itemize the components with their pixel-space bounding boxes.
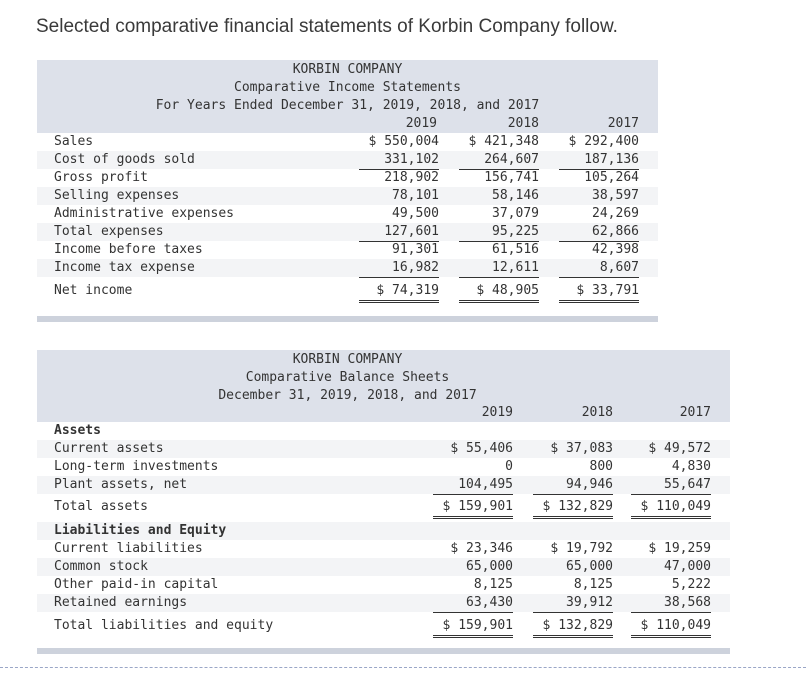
cell-value: 8,125 bbox=[473, 577, 513, 592]
cell-value: 156,741 bbox=[484, 170, 539, 185]
table-row bbox=[37, 282, 658, 300]
row-label: Retained earnings bbox=[54, 595, 188, 610]
cell-value: 104,495 bbox=[433, 476, 513, 495]
table-row bbox=[37, 205, 658, 223]
row-label: Current liabilities bbox=[54, 541, 203, 556]
cell-value: 12,611 bbox=[459, 259, 539, 278]
balance-title bbox=[37, 369, 730, 387]
cell-value: 331,102 bbox=[359, 151, 439, 170]
table-row bbox=[37, 259, 658, 277]
cell-value: 63,430 bbox=[433, 594, 513, 613]
cell-value: 49,500 bbox=[359, 205, 439, 224]
cell-value: 38,597 bbox=[592, 188, 639, 203]
cell-value: $ 33,791 bbox=[559, 282, 639, 303]
row-label: Income before taxes bbox=[54, 242, 203, 257]
cell-value: 16,982 bbox=[359, 259, 439, 278]
cell-value: $ 550,004 bbox=[368, 134, 439, 149]
cell-value: 187,136 bbox=[559, 151, 639, 170]
cell-value: 38,568 bbox=[631, 594, 711, 613]
row-label: Cost of goods sold bbox=[54, 152, 195, 167]
table-row bbox=[37, 458, 730, 476]
row-label: Net income bbox=[54, 283, 133, 298]
row-label: Administrative expenses bbox=[54, 206, 235, 221]
table-row bbox=[37, 617, 730, 635]
cell-value: $ 49,572 bbox=[648, 441, 711, 456]
cell-value: 218,902 bbox=[384, 170, 439, 185]
row-label: Other paid-in capital bbox=[54, 577, 219, 592]
row-label: Gross profit bbox=[54, 170, 148, 185]
cell-value: $ 159,901 bbox=[433, 498, 513, 519]
balance-years-row bbox=[37, 404, 730, 422]
income-years-row bbox=[37, 115, 658, 133]
cell-value: 58,146 bbox=[492, 188, 539, 203]
cell-value: 8,607 bbox=[559, 259, 639, 278]
cell-value: $ 110,049 bbox=[631, 498, 711, 519]
cell-value: 264,607 bbox=[459, 151, 539, 170]
cell-value: 127,601 bbox=[359, 223, 439, 242]
row-label: Total liabilities and equity bbox=[54, 618, 274, 633]
cell-value: 105,264 bbox=[584, 170, 639, 185]
income-bottom-bar bbox=[37, 316, 658, 322]
liab-heading: Liabilities and Equity bbox=[54, 523, 227, 538]
cell-value: 55,647 bbox=[631, 476, 711, 495]
cell-value: $ 132,829 bbox=[533, 617, 613, 638]
cell-value: $ 37,083 bbox=[550, 441, 613, 456]
cell-value: 8,125 bbox=[573, 577, 613, 592]
table-row bbox=[37, 151, 658, 169]
cell-value: 78,101 bbox=[392, 188, 439, 203]
income-statement bbox=[37, 60, 658, 322]
cell-value: 24,269 bbox=[559, 205, 639, 224]
table-row bbox=[37, 476, 730, 494]
cell-value: $ 48,905 bbox=[459, 282, 539, 303]
cell-value: 62,866 bbox=[559, 223, 639, 242]
row-label: Current assets bbox=[54, 441, 164, 456]
balance-company-text: KORBIN COMPANY bbox=[292, 352, 403, 367]
cell-value: $ 421,348 bbox=[468, 134, 539, 149]
row-label: Common stock bbox=[54, 559, 148, 574]
income-company: KORBIN COMPANY bbox=[292, 62, 403, 77]
cell-value: $ 23,346 bbox=[450, 541, 513, 556]
balance-bottom-bar bbox=[37, 648, 730, 654]
cell-value: 39,912 bbox=[533, 594, 613, 613]
year-header: 2019 bbox=[405, 116, 437, 131]
cell-value: $ 19,259 bbox=[648, 541, 711, 556]
row-label: Plant assets, net bbox=[54, 477, 188, 492]
cell-value: 42,398 bbox=[592, 242, 639, 257]
cell-value: $ 110,049 bbox=[631, 617, 711, 638]
balance-company bbox=[37, 351, 730, 369]
row-label: Selling expenses bbox=[54, 188, 180, 203]
assets-heading-row bbox=[37, 422, 730, 440]
table-row bbox=[37, 440, 730, 458]
cell-value: 91,301 bbox=[392, 242, 439, 257]
cell-value: 800 bbox=[589, 459, 613, 474]
row-label: Long-term investments bbox=[54, 459, 219, 474]
cell-value: 95,225 bbox=[459, 223, 539, 242]
cell-value: 65,000 bbox=[566, 559, 613, 574]
balance-period-text: December 31, 2019, 2018, and 2017 bbox=[218, 388, 477, 403]
cell-value: $ 55,406 bbox=[450, 441, 513, 456]
cell-value: 61,516 bbox=[492, 242, 539, 257]
cell-value: $ 132,829 bbox=[533, 498, 613, 519]
intro-text: Selected comparative financial statements of Korbin Company follow. bbox=[36, 16, 618, 37]
cell-value: 4,830 bbox=[671, 459, 711, 474]
table-row bbox=[37, 540, 730, 558]
year-header: 2019 bbox=[481, 405, 513, 420]
table-row bbox=[37, 223, 658, 241]
cell-value: 5,222 bbox=[671, 577, 711, 592]
balance-period bbox=[37, 387, 730, 405]
year-header: 2017 bbox=[607, 116, 639, 131]
cell-value: 47,000 bbox=[664, 559, 711, 574]
table-row bbox=[37, 498, 730, 516]
cell-value: 94,946 bbox=[533, 476, 613, 495]
income-period: For Years Ended December 31, 2019, 2018, and 2017 bbox=[155, 98, 540, 113]
table-row bbox=[37, 241, 658, 259]
row-label: Total expenses bbox=[54, 224, 164, 239]
cell-value: 65,000 bbox=[466, 559, 513, 574]
table-row bbox=[37, 133, 658, 151]
row-label: Income tax expense bbox=[54, 260, 195, 275]
cell-value: $ 74,319 bbox=[359, 282, 439, 303]
assets-heading: Assets bbox=[54, 423, 101, 438]
table-row bbox=[37, 594, 730, 612]
cell-value: 0 bbox=[505, 459, 513, 474]
year-header: 2018 bbox=[581, 405, 613, 420]
separator-line bbox=[0, 667, 806, 668]
table-row bbox=[37, 558, 730, 576]
cell-value: $ 159,901 bbox=[433, 617, 513, 638]
table-row bbox=[37, 169, 658, 187]
year-header: 2018 bbox=[507, 116, 539, 131]
cell-value: 37,079 bbox=[459, 205, 539, 224]
income-title: Comparative Income Statements bbox=[234, 80, 461, 95]
balance-title-text: Comparative Balance Sheets bbox=[245, 370, 450, 385]
cell-value: $ 19,792 bbox=[550, 541, 613, 556]
table-row bbox=[37, 187, 658, 205]
table-row bbox=[37, 576, 730, 594]
row-label: Total assets bbox=[54, 499, 148, 514]
cell-value: $ 292,400 bbox=[568, 134, 639, 149]
year-header: 2017 bbox=[679, 405, 711, 420]
liab-heading-row bbox=[37, 522, 730, 540]
row-label: Sales bbox=[54, 134, 94, 149]
balance-sheet bbox=[37, 350, 730, 654]
